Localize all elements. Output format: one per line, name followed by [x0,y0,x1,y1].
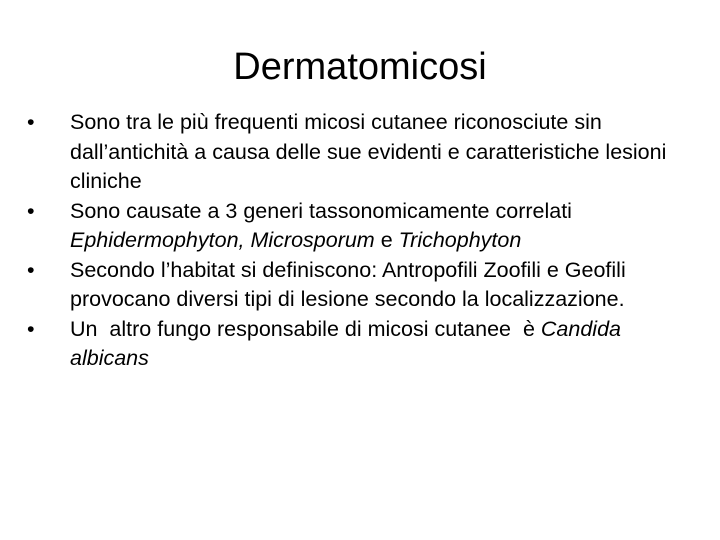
bullet-icon: • [27,198,35,223]
genus-names: Ephidermophyton, Microsporum [70,228,375,252]
bullet-item [27,256,687,315]
bullet-item [27,315,687,374]
bullet-icon: • [27,257,35,282]
bullet-list [27,108,687,374]
slide-title: Dermatomicosi [233,46,487,88]
bullet-icon: • [27,110,35,134]
species-name: Candida albicans [70,316,621,370]
bullet-text: Un altro fungo responsabile di micosi cutanee è [70,316,541,341]
genus-name: Trichophyton [398,228,522,252]
bullet-icon: • [27,316,35,341]
bullet-text: Secondo l’habitat si definiscono: Antropofili Zoofili e Geofili provocano diversi tipi di lesione secondo la localizzazione. [70,257,626,311]
conjunction-text: e [374,228,399,252]
bullet-item [27,108,687,197]
bullet-text: Sono tra le più frequenti micosi cutanee riconosciute sin dall’antichità a causa delle sue evidenti e caratteristiche lesioni cliniche [70,110,667,193]
bullet-text: Sono causate a 3 generi tassonomicamente correlati [70,198,572,223]
bullet-item [27,197,687,256]
